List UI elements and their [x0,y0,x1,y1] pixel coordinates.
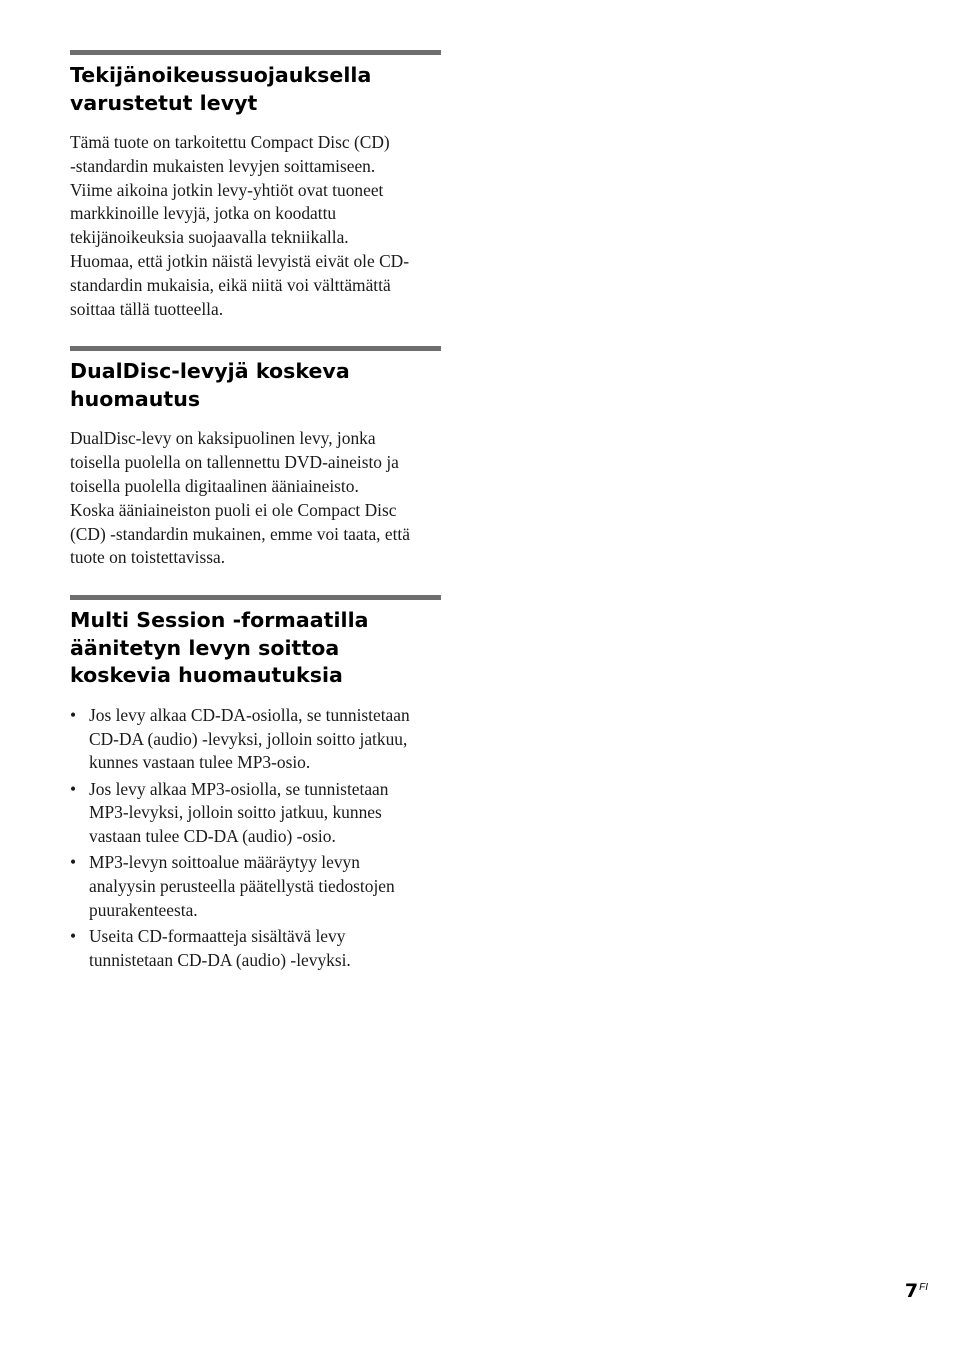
section-rule [70,346,441,351]
heading-line: Multi Session -formaatilla [70,608,369,633]
paragraph-line: tekijänoikeuksia suojaavalla tekniikalla. [70,227,349,248]
paragraph-line: Huomaa, että jotkin näistä levyistä eivät ole CD- [70,250,410,271]
section-rule [70,50,441,55]
section-dualdisc-note [70,346,441,570]
section-heading [70,607,441,690]
heading-line: Tekijänoikeussuojauksella [70,63,372,87]
list-item-line: analyysin perusteella päätellystä tiedostojen [89,876,395,897]
section-paragraph [70,131,441,321]
paragraph-line: (CD) -standardin mukainen, emme voi taata, että [70,523,410,544]
paragraph-line: Koska ääniaineiston puoli ei ole Compact Disc [70,499,397,520]
bullet-list [70,704,441,974]
list-item-line: puurakenteesta. [89,900,198,921]
language-suffix: FI [919,1282,928,1293]
bullet-icon: • [70,852,77,873]
list-item-line: kunnes vastaan tulee MP3-osio. [89,752,311,773]
section-heading [70,62,441,117]
paragraph-line: standardin mukaisia, eikä niitä voi välttämättä [70,274,391,295]
bullet-icon: • [70,704,77,725]
list-item-line: vastaan tulee CD-DA (audio) -osio. [89,826,336,847]
heading-line: koskevia huomautuksia [70,663,343,688]
list-item [70,851,441,923]
section-heading [70,358,441,413]
heading-line: äänitetyn levyn soittoa [70,635,340,660]
paragraph-line: -standardin mukaisten levyjen soittamiseen. [70,155,376,176]
heading-line: huomautus [70,386,201,411]
section-multi-session-notes [70,595,441,973]
list-item-line: MP3-levyn soittoalue määräytyy levyn [89,852,360,873]
paragraph-line: toisella puolella digitaalinen ääniaineisto. [70,475,359,496]
content-column [70,50,441,975]
list-item [70,925,441,973]
paragraph-line: tuote on toistettavissa. [70,547,226,568]
paragraph-line: Tämä tuote on tarkoitettu Compact Disc (CD) [70,132,390,152]
paragraph-line: DualDisc-levy on kaksipuolinen levy, jonka [70,428,376,449]
section-copyright-protected-discs [70,50,441,321]
paragraph-line: toisella puolella on tallennettu DVD-aineisto ja [70,452,399,473]
heading-line: DualDisc-levyjä koskeva [70,359,350,384]
list-item-line: CD-DA (audio) -levyksi, jolloin soitto jatkuu, [89,728,408,749]
paragraph-line: Viime aikoina jotkin levy-yhtiöt ovat tuoneet [70,179,384,200]
paragraph-line: markkinoille levyjä, jotka on koodattu [70,203,337,224]
bullet-icon: • [70,926,77,947]
list-item-line: Jos levy alkaa CD-DA-osiolla, se tunnistetaan [89,704,410,725]
bullet-icon: • [70,778,77,799]
page-number-value: 7 [904,1280,919,1302]
list-item-line: MP3-levyksi, jolloin soitto jatkuu, kunnes [89,802,382,823]
section-paragraph [70,427,441,570]
section-rule [70,595,441,600]
page-number [905,1280,928,1302]
list-item [70,778,441,850]
list-item-line: Useita CD-formaatteja sisältävä levy [89,926,346,947]
list-item [70,704,441,776]
list-item-line: Jos levy alkaa MP3-osiolla, se tunnistetaan [89,778,389,799]
heading-line: varustetut levyt [70,90,258,115]
list-item-line: tunnistetaan CD-DA (audio) -levyksi. [89,950,351,971]
paragraph-line: soittaa tällä tuotteella. [70,298,224,319]
